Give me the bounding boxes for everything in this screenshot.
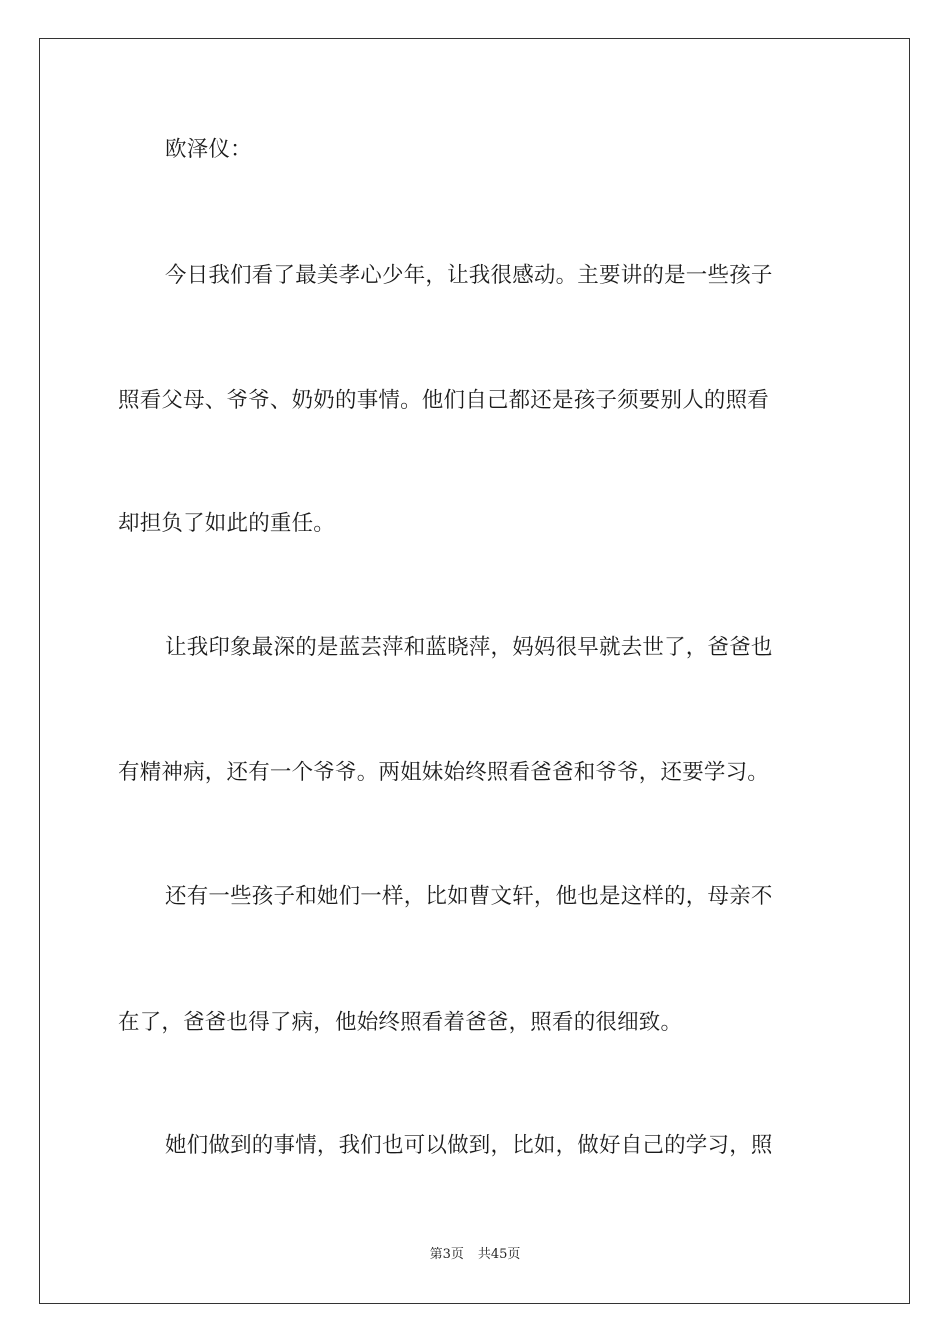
salutation-line: 欧泽仪： bbox=[165, 137, 252, 162]
paragraph-1-line-1: 今日我们看了最美孝心少年，让我很感动。主要讲的是一些孩子 bbox=[165, 263, 773, 288]
paragraph-3-line-2: 在了，爸爸也得了病，他始终照看着爸爸，照看的很细致。 bbox=[118, 1010, 683, 1035]
paragraph-3-line-1: 还有一些孩子和她们一样，比如曹文轩，他也是这样的，母亲不 bbox=[165, 884, 773, 909]
paragraph-2-line-2: 有精神病，还有一个爷爷。两姐妹始终照看爸爸和爷爷，还要学习。 bbox=[118, 760, 770, 785]
paragraph-1-line-2: 照看父母、爷爷、奶奶的事情。他们自己都还是孩子须要别人的照看 bbox=[118, 388, 770, 413]
paragraph-4-line-1: 她们做到的事情，我们也可以做到，比如，做好自己的学习，照 bbox=[165, 1133, 773, 1158]
paragraph-1-line-3: 却担负了如此的重任。 bbox=[118, 511, 336, 536]
page-number: 第3页 bbox=[429, 1247, 464, 1262]
page-footer bbox=[0, 1246, 950, 1264]
page-border bbox=[39, 38, 910, 1304]
page-total: 共45页 bbox=[477, 1247, 521, 1262]
paragraph-2-line-1: 让我印象最深的是蓝芸萍和蓝晓萍，妈妈很早就去世了，爸爸也 bbox=[165, 635, 773, 660]
